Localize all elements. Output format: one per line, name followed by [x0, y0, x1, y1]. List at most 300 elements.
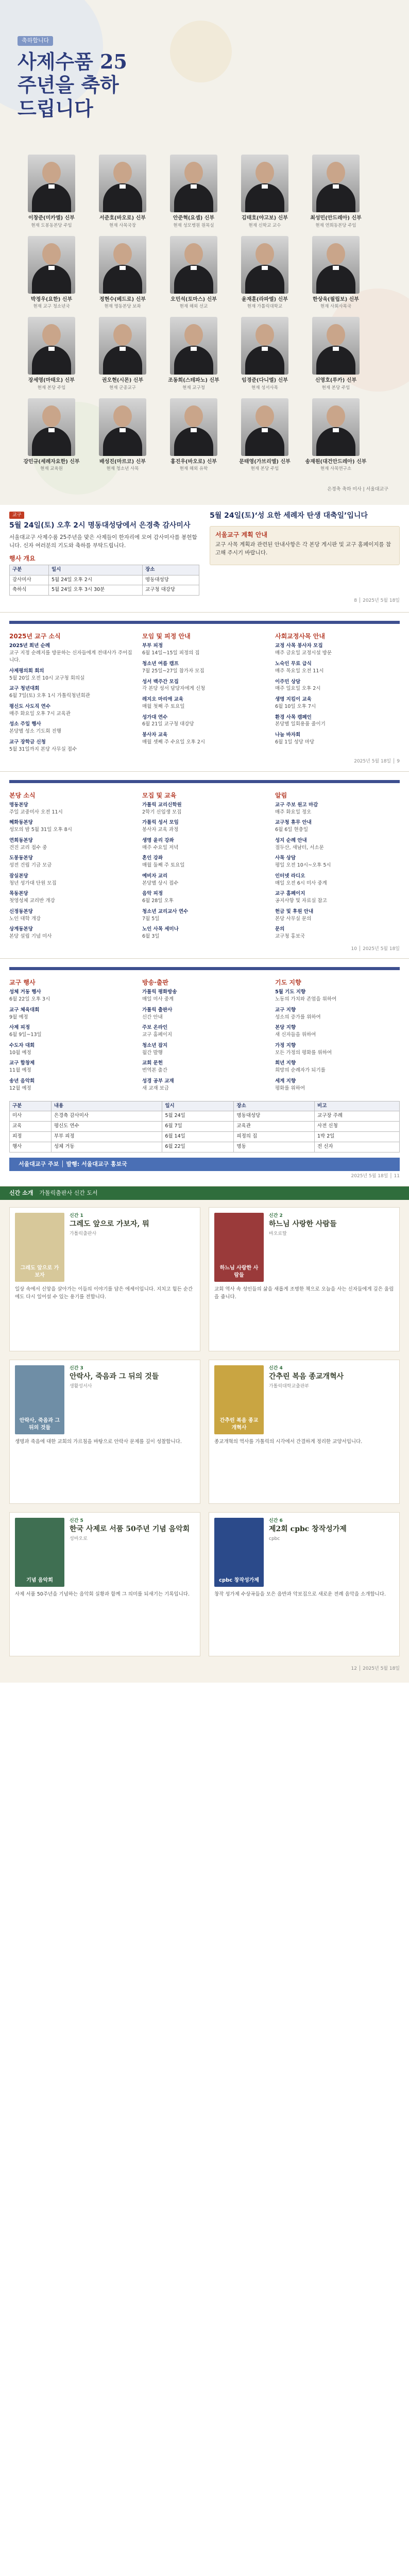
item-title: 송년 음악회 — [9, 1078, 35, 1084]
item-title: 생명 지킴이 교육 — [275, 697, 312, 703]
priest-card — [305, 155, 367, 229]
item-title: 성지 순례 안내 — [275, 837, 307, 843]
item-title: 교회 문헌 — [142, 1060, 163, 1066]
hero-credit: 은경축 축하 미사 | 서울대교구 — [327, 486, 388, 492]
item-title: 인터넷 라디오 — [275, 873, 305, 879]
book-card[interactable] — [9, 1360, 200, 1504]
table-cell: 6월 14일 — [162, 1131, 234, 1142]
announcement-body: 서울대교구 사제수품 25주년을 맞은 사제들이 한자리에 모여 감사미사를 봉헌합니다. 신자 여러분의 기도와 축하를 부탁드립니다. — [9, 534, 197, 549]
list-item — [142, 660, 267, 675]
priest-photo — [241, 317, 288, 375]
book-title: 하느님 사랑한 사람들 — [269, 1219, 337, 1228]
priest-name: 신영호(루카) 신부 — [315, 378, 357, 384]
item-title: 문의 — [275, 926, 285, 933]
item-detail: 12월 예정 — [9, 1085, 31, 1091]
priest-card — [305, 398, 367, 472]
priest-desc: 현재 성서사목 — [251, 385, 278, 391]
item-title: 가톨릭 교리신학원 — [142, 802, 182, 808]
table-row — [10, 575, 199, 585]
list-item — [9, 685, 134, 700]
book-cover — [15, 1365, 64, 1434]
item-title: 봉사자 교육 — [142, 732, 168, 738]
news-column — [9, 628, 134, 756]
table-cell: 평신도 연수 — [51, 1122, 162, 1132]
priest-card — [163, 155, 225, 229]
book-description: 일상 속에서 신앙을 살아가는 이들의 이야기를 담은 에세이입니다. 지치고 힘든 순간에도 다시 일어설 수 있는 용기를 전합니다. — [15, 1286, 193, 1300]
item-detail: 7월 25일~27일 참가자 모집 — [142, 668, 204, 674]
priest-card — [305, 317, 367, 391]
priest-card — [234, 317, 296, 391]
priest-desc: 현재 사목연구소 — [320, 466, 352, 472]
news-section — [0, 613, 409, 771]
news-list — [275, 802, 400, 940]
item-title: 청소년 잡지 — [142, 1042, 168, 1048]
table-cell: 명동대성당 — [234, 1111, 315, 1122]
priest-desc: 현재 성모병원 원목실 — [173, 223, 214, 228]
list-item — [142, 855, 267, 869]
priest-photo — [170, 398, 217, 456]
list-item — [275, 679, 400, 693]
item-title: 가정 지향 — [275, 1042, 296, 1048]
item-detail: 매월 셋째 주 수요일 오후 2시 — [142, 739, 206, 745]
book-card[interactable] — [9, 1207, 200, 1351]
item-title: 수도자 대회 — [9, 1042, 35, 1048]
item-detail: 7월 5일 — [142, 916, 160, 922]
list-item — [275, 714, 400, 728]
table-cell: 은경축 감사미사 — [51, 1111, 162, 1122]
feast-headline: 5월 24일(토)‘성 요한 세례자 탄생 대축일’입니다 — [210, 512, 368, 520]
overview-heading: 행사 개요 — [9, 554, 36, 562]
priest-name: 문태영(가브리엘) 신부 — [239, 459, 291, 465]
item-title: 연희동본당 — [9, 837, 33, 843]
item-detail: 5월 31일까지 본당 사무실 접수 — [9, 746, 77, 752]
item-title: 5월 기도 지향 — [275, 989, 306, 995]
column-heading: 모집 및 교육 — [142, 791, 177, 799]
item-title: 교구 홈페이지 — [275, 891, 305, 897]
events-table — [9, 1101, 400, 1153]
table-row — [10, 1122, 400, 1132]
book-card[interactable] — [209, 1207, 400, 1351]
item-title: 가톨릭 성서 모임 — [142, 820, 179, 826]
priest-name: 배성진(마르코) 신부 — [99, 459, 146, 465]
list-item — [9, 642, 134, 664]
column-heading: 교구 행사 — [9, 979, 36, 987]
priest-photo — [28, 398, 75, 456]
list-item — [9, 721, 134, 735]
priest-name: 권오현(시몬) 신부 — [101, 378, 144, 384]
item-detail: 번역본 출간 — [142, 1067, 167, 1074]
item-detail: 6월 3일 — [142, 934, 160, 940]
list-item — [142, 1024, 267, 1039]
list-item — [142, 890, 267, 905]
item-detail: 6월 21일 교구청 대강당 — [142, 721, 194, 727]
item-detail: 본당 사무실 문의 — [275, 916, 312, 922]
list-item — [142, 1042, 267, 1057]
item-detail: 신간 안내 — [142, 1014, 163, 1020]
table-cell: 전 신자 — [315, 1142, 400, 1152]
priest-photo — [312, 155, 360, 212]
page-number: 8 │ 2025년 5월 18일 — [354, 598, 400, 604]
table-cell: 피정의 집 — [234, 1131, 315, 1142]
list-item — [275, 660, 400, 675]
list-item — [9, 873, 134, 887]
list-item — [275, 802, 400, 816]
book-title: 안락사, 죽음과 그 뒤의 것들 — [70, 1372, 159, 1381]
book-cover — [15, 1518, 64, 1587]
book-cover-title: 그레도 앞으로 가보자 — [20, 1265, 59, 1278]
priest-grid — [21, 155, 367, 472]
item-title: 명동본당 — [9, 802, 28, 808]
book-number: 신간 4 — [269, 1366, 283, 1371]
news-list — [9, 802, 134, 940]
priest-name: 이창준(미카엘) 신부 — [28, 215, 75, 221]
table-header: 비고 — [315, 1101, 400, 1111]
priest-card — [21, 236, 82, 310]
item-detail: 새 교재 보급 — [142, 1085, 169, 1091]
news-column — [275, 628, 400, 756]
priest-card — [92, 317, 154, 391]
book-title: 제2회 cpbc 창작성가제 — [269, 1524, 347, 1533]
book-number: 신간 1 — [70, 1213, 83, 1219]
book-card[interactable] — [9, 1512, 200, 1656]
table-header: 일시 — [48, 565, 142, 575]
list-item — [142, 642, 267, 657]
item-detail: 평일 오전 10시~오후 5시 — [275, 862, 331, 869]
table-cell: 명동 — [234, 1142, 315, 1152]
list-item — [275, 732, 400, 746]
list-item — [9, 1060, 134, 1074]
item-title: 노숙인 무료 급식 — [275, 661, 312, 667]
list-item — [142, 1060, 267, 1074]
book-description: 창작 성가제 수상곡들을 모은 음반과 악보집으로 새로운 전례 음악을 소개합니다. — [214, 1591, 386, 1598]
priest-name: 한상욱(필립보) 신부 — [313, 296, 359, 302]
item-title: 교구 체육대회 — [9, 1007, 40, 1013]
item-title: 희년 지향 — [275, 1060, 296, 1066]
news-list — [275, 642, 400, 745]
list-item — [9, 890, 134, 905]
priest-card — [21, 155, 82, 229]
priest-card — [21, 398, 82, 472]
item-detail: 교구청 홍보국 — [275, 934, 305, 940]
table-cell: 5월 24일 오후 2시 — [48, 575, 142, 585]
priest-desc: 현재 연희동본당 주임 — [315, 223, 356, 228]
book-cover-title: 하느님 사랑한 사람들 — [219, 1265, 259, 1278]
item-detail: 견진 교리 접수 중 — [9, 844, 47, 851]
list-item — [275, 696, 400, 710]
priest-card — [92, 155, 154, 229]
priest-photo — [312, 317, 360, 375]
list-item — [275, 1060, 400, 1074]
books-band-sub: 가톨릭출판사 신간 도서 — [39, 1189, 98, 1196]
table-cell: 사전 신청 — [315, 1122, 400, 1132]
hero-title-block — [18, 36, 136, 121]
item-title: 음악 피정 — [142, 891, 163, 897]
list-item — [142, 873, 267, 887]
item-detail: 매주 화요일 오후 7시 교육관 — [9, 710, 71, 717]
item-detail: 6월 28일 오후 — [142, 898, 174, 904]
item-title: 레지오 마리애 교육 — [142, 697, 184, 703]
item-title: 성체 거동 행사 — [9, 989, 41, 995]
table-row — [10, 1131, 400, 1142]
news-column — [275, 974, 400, 1095]
table-header: 장소 — [234, 1101, 315, 1111]
parish-news-section — [0, 772, 409, 959]
item-title: 가톨릭 평화방송 — [142, 989, 177, 995]
item-detail: 봉사자 교육 과정 — [142, 827, 179, 833]
list-item — [142, 989, 267, 1003]
item-title: 교정 사목 봉사자 모집 — [275, 643, 323, 649]
priest-card — [163, 236, 225, 310]
item-title: 이주민 상담 — [275, 679, 301, 685]
priest-desc: 현재 교구 청소년국 — [33, 304, 70, 310]
item-detail: 본당 설립 기념 미사 — [9, 934, 52, 940]
news-list — [142, 989, 267, 1092]
floral-decoration — [170, 21, 232, 82]
table-cell: 부부 피정 — [51, 1131, 162, 1142]
table-header: 구분 — [10, 1101, 52, 1111]
item-detail: 5월 20일 오전 10시 교구청 회의실 — [9, 675, 85, 681]
list-item — [275, 1078, 400, 1092]
item-detail: 본당별 성소 기도회 진행 — [9, 728, 61, 735]
list-item — [9, 989, 134, 1003]
list-item — [142, 908, 267, 923]
item-detail: 희망의 순례자가 되기를 — [275, 1067, 326, 1074]
footer-band: 서울대교구 주보 │ 발행: 서울대교구 홍보국 — [9, 1158, 400, 1172]
item-detail: 매주 수요일 저녁 — [142, 844, 179, 851]
item-detail: 6월 1일 성당 마당 — [275, 739, 315, 745]
book-publisher: 가톨릭출판사 — [70, 1231, 97, 1237]
priest-card — [234, 155, 296, 229]
item-detail: 새 신자들을 위하여 — [275, 1032, 316, 1038]
events-section — [0, 959, 409, 1186]
priest-photo — [28, 155, 75, 212]
table-cell: 행사 — [10, 1142, 52, 1152]
column-heading: 2025년 교구 소식 — [9, 633, 61, 640]
book-description: 종교개혁의 역사를 가톨릭의 시각에서 간결하게 정리한 교양서입니다. — [214, 1439, 363, 1445]
book-title: 한국 사제로 서품 50주년 기념 음악회 — [70, 1524, 190, 1533]
list-item — [9, 837, 134, 852]
item-detail: 매일 미사 중계 — [142, 996, 174, 1003]
priest-card — [234, 398, 296, 472]
priest-photo — [241, 236, 288, 294]
priest-name: 최성민(안드레아) 신부 — [310, 215, 362, 221]
priest-photo — [170, 155, 217, 212]
table-cell: 미사 — [10, 1111, 52, 1122]
book-cover-title: 간추린 복음 종교개혁사 — [219, 1418, 259, 1431]
item-title: 성가대 연수 — [142, 714, 168, 720]
item-title: 주보 온라인 — [142, 1025, 168, 1031]
list-item — [9, 926, 134, 940]
priest-card — [305, 236, 367, 310]
books-band-label: 신간 소개 — [9, 1189, 33, 1196]
item-title: 나눔 바자회 — [275, 732, 301, 738]
books-section — [0, 1187, 409, 1683]
item-detail: 청년 성가대 단원 모집 — [9, 880, 57, 886]
list-item — [9, 855, 134, 869]
list-item — [9, 1024, 134, 1039]
priest-photo — [241, 398, 288, 456]
plan-box — [210, 526, 400, 565]
list-item — [9, 802, 134, 816]
list-item — [142, 926, 267, 940]
item-title: 교구 지향 — [275, 1007, 296, 1013]
column-heading: 방송·출판 — [142, 979, 168, 987]
priest-desc: 현재 군종교구 — [109, 385, 136, 391]
item-detail: 매주 목요일 오전 11시 — [275, 668, 324, 674]
list-item — [9, 819, 134, 834]
item-detail: 노동의 가치와 존엄을 위하여 — [275, 996, 337, 1003]
book-number: 신간 2 — [269, 1213, 283, 1219]
table-cell: 교구장 주례 — [315, 1111, 400, 1122]
column-heading: 사회교정사목 안내 — [275, 633, 325, 640]
item-title: 생명 윤리 강좌 — [142, 837, 174, 843]
item-detail: 공지사항 및 자료실 참고 — [275, 898, 327, 904]
table-cell: 5월 24일 오후 3시 30분 — [48, 585, 142, 596]
item-title: 교구 주보 원고 마감 — [275, 802, 318, 808]
book-cover-title: cpbc 창작성가제 — [219, 1577, 259, 1583]
item-detail: 첫영성체 교리반 개강 — [9, 898, 55, 904]
book-description: 교회 역사 속 성인들의 삶을 새롭게 조명한 책으로 오늘을 사는 신자들에게 깊은 울림을 줍니다. — [214, 1286, 394, 1300]
item-title: 헌금 및 후원 안내 — [275, 908, 314, 914]
item-detail: 월간 발행 — [142, 1049, 163, 1056]
table-cell: 교육 — [10, 1122, 52, 1132]
priest-desc: 현재 교육원 — [40, 466, 63, 472]
list-item — [275, 837, 400, 852]
item-title: 교구 장학금 신청 — [9, 739, 46, 745]
table-cell: 명동대성당 — [143, 575, 199, 585]
priest-photo — [170, 236, 217, 294]
item-title: 노인 사목 세미나 — [142, 926, 179, 933]
table-cell: 6월 7일 — [162, 1122, 234, 1132]
item-detail: 각 본당 성서 담당자에게 신청 — [142, 686, 206, 692]
column-heading: 본당 소식 — [9, 791, 36, 799]
item-detail: 본당별 일회용품 줄이기 — [275, 721, 326, 727]
priest-desc: 현재 해외 유학 — [179, 466, 208, 472]
table-row — [10, 1111, 400, 1122]
list-item — [275, 1007, 400, 1021]
table-header: 구분 — [10, 565, 49, 575]
item-detail: 매주 화요일 정오 — [275, 809, 312, 815]
books-grid — [0, 1200, 409, 1664]
table-row — [10, 585, 199, 596]
anniversary-hero — [0, 0, 409, 505]
list-item — [142, 696, 267, 710]
item-title: 환경 사목 캠페인 — [275, 714, 312, 720]
list-item — [142, 819, 267, 834]
news-list — [142, 802, 267, 940]
list-item — [9, 1078, 134, 1092]
book-card[interactable] — [209, 1512, 400, 1656]
list-item — [9, 1042, 134, 1057]
announcement-headline: 5월 24일(토) 오후 2시 명동대성당에서 은경축 감사미사 — [9, 521, 191, 530]
item-detail: 본당별 상시 접수 — [142, 880, 179, 886]
item-detail: 매주 일요일 오후 2시 — [275, 686, 321, 692]
list-item — [275, 926, 400, 940]
item-title: 2025년 희년 순례 — [9, 643, 50, 649]
news-column — [142, 974, 267, 1095]
book-cover — [214, 1365, 264, 1434]
overview-table — [9, 565, 199, 596]
item-detail: 6월 6일 현충일 — [275, 827, 309, 833]
book-card[interactable] — [209, 1360, 400, 1504]
hero-title: 사제수품 25주년을 축하드립니다 — [18, 49, 127, 121]
item-detail: 성전 건립 기금 모금 — [9, 862, 52, 869]
column-heading: 알림 — [275, 791, 287, 799]
news-column — [142, 787, 267, 944]
priest-card — [21, 317, 82, 391]
priest-photo — [99, 236, 146, 294]
item-title: 사목 상담 — [275, 855, 296, 861]
item-title: 성서 백주간 모집 — [142, 679, 179, 685]
priest-desc: 현재 본당 주임 — [37, 385, 66, 391]
news-column — [275, 787, 400, 944]
item-detail: 매주 금요일 교정시설 방문 — [275, 650, 332, 656]
priest-photo — [99, 155, 146, 212]
books-band — [0, 1187, 409, 1200]
item-detail: 성모의 밤 5월 31일 오후 8시 — [9, 827, 72, 833]
list-item — [275, 1024, 400, 1039]
item-detail: 교구 지정 순례지를 방문하는 신자들에게 전대사가 주어집니다. — [9, 650, 132, 664]
item-title: 교구청 휴무 안내 — [275, 820, 312, 826]
list-item — [9, 703, 134, 718]
item-detail: 절두산, 새남터, 서소문 — [275, 844, 324, 851]
news-list — [142, 642, 267, 745]
item-title: 사제평의회 회의 — [9, 668, 44, 674]
priest-photo — [312, 398, 360, 456]
item-detail: 주일 교중미사 오전 11시 — [9, 809, 63, 815]
priest-photo — [170, 317, 217, 375]
item-title: 가톨릭 출판사 — [142, 1007, 173, 1013]
item-title: 부부 피정 — [142, 643, 163, 649]
priest-card — [163, 317, 225, 391]
hero-label: 축하합니다 — [18, 36, 53, 46]
item-detail: 매일 오전 6시 미사 중계 — [275, 880, 327, 886]
item-title: 예비자 교리 — [142, 873, 168, 879]
list-item — [275, 855, 400, 869]
book-title: 그레도 앞으로 가보자, 뭐 — [70, 1219, 149, 1228]
item-title: 청소년 여름 캠프 — [142, 661, 179, 667]
priest-name: 오민석(토마스) 신부 — [171, 296, 217, 302]
news-list — [275, 989, 400, 1092]
priest-card — [234, 236, 296, 310]
news-column — [9, 974, 134, 1095]
book-description: 사제 서품 50주년을 기념하는 음악회 실황과 함께 그 의미를 되새기는 기록입니다. — [15, 1591, 190, 1598]
item-detail: 2학기 신입생 모집 — [142, 809, 182, 815]
news-list — [9, 989, 134, 1092]
news-column — [9, 787, 134, 944]
column-heading: 기도 지향 — [275, 979, 301, 987]
item-detail: 성소의 증가를 위하여 — [275, 1014, 321, 1020]
table-header: 내용 — [51, 1101, 162, 1111]
list-item — [275, 989, 400, 1003]
priest-name: 조동희(스테파노) 신부 — [168, 378, 219, 384]
section-tag: 교구 — [9, 512, 24, 519]
list-item — [142, 679, 267, 693]
item-detail: 9월 예정 — [9, 1014, 28, 1020]
news-column — [142, 628, 267, 756]
news-list — [9, 642, 134, 753]
item-detail: 6월 9일~13일 — [9, 1032, 42, 1038]
book-cover-title: 기념 음악회 — [26, 1577, 53, 1583]
priest-name: 강민규(세례자요한) 신부 — [23, 459, 80, 465]
priest-name: 김태호(야고보) 신부 — [242, 215, 288, 221]
table-cell: 교육관 — [234, 1122, 315, 1132]
table-header: 일시 — [162, 1101, 234, 1111]
book-description: 생명과 죽음에 대한 교회의 가르침을 바탕으로 안락사 문제를 깊이 성찰합니다. — [15, 1439, 182, 1445]
item-detail: 6월 7일(토) 오후 1시 가톨릭청년회관 — [9, 693, 90, 699]
list-item — [142, 802, 267, 816]
priest-desc: 현재 교구청 — [182, 385, 205, 391]
